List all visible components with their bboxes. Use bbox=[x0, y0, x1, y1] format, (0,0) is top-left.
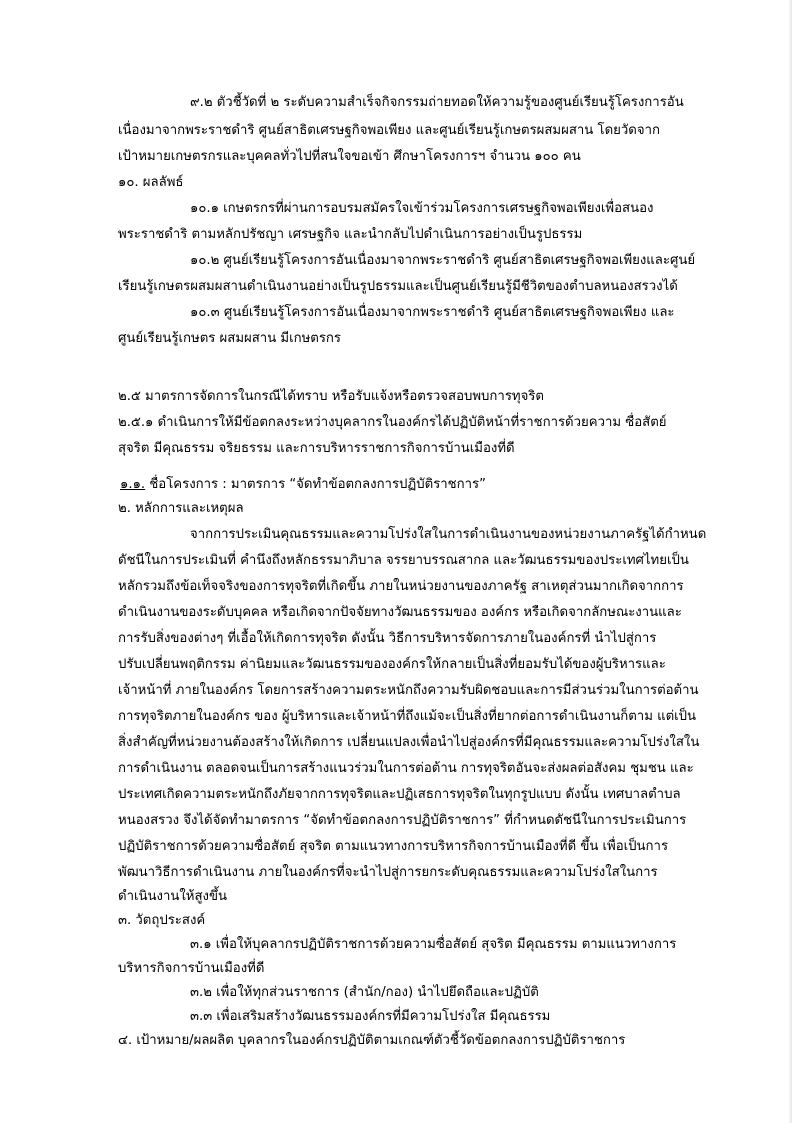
rationale-line: ปรับเปลี่ยนพฤติกรรม ค่านิยมและวัฒนธรรมขององค์กรให้กลายเป็นสิ่งที่ยอมรับได้ของผู้บริหารและ bbox=[118, 657, 666, 672]
outcomes-heading: ๑๐. ผลลัพธ์ bbox=[118, 175, 184, 190]
outcome-10-3-line-2: ศูนย์เรียนรู้เกษตร ผสมผสาน มีเกษตรกร bbox=[118, 331, 342, 346]
page-edge bbox=[788, 0, 792, 1123]
rationale-line: ดำเนินงานให้สูงขึ้น bbox=[118, 889, 228, 904]
targets-line: ๔. เป้าหมาย/ผลผลิต บุคลากรในองค์กรปฏิบัติตามเกณฑ์ตัวชี้วัดข้อตกลงการปฏิบัติราชการ bbox=[118, 1033, 626, 1048]
indicator-9-2-line-3: เป้าหมายเกษตรกรและบุคคลทั่วไปที่สนใจขอเข้า ศึกษาโครงการฯ จำนวน ๑๐๐ คน bbox=[118, 149, 581, 164]
rationale-line: การทุจริตภายในองค์กร ของ ผู้บริหารและเจ้าหน้าที่ถึงแม้จะเป็นสิ่งที่ยากต่อการดำเนินงานก็ตาม แต่เป็น bbox=[118, 709, 697, 724]
rationale-line: ดำเนินงานของระดับบุคคล หรือเกิดจากปัจจัยทางวัฒนธรรมของ องค์กร หรือเกิดจากลักษณะงานและ bbox=[118, 605, 682, 620]
outcome-10-1-line-1: ๑๐.๑ เกษตรกรที่ผ่านการอบรมสมัครใจเข้าร่วมโครงการเศรษฐกิจพอเพียงเพื่อสนอง bbox=[190, 201, 654, 216]
rationale-line: จากการประเมินคุณธรรมและความโปร่งใสในการดำเนินงานของหน่วยงานภาครัฐได้กำหนด bbox=[190, 527, 707, 542]
measure-2-5-1-line-2: สุจริต มีคุณธรรม จริยธรรม และการบริหารราชการกิจการบ้านเมืองที่ดี bbox=[118, 441, 515, 456]
objectives-heading: ๓. วัตถุประสงค์ bbox=[118, 913, 206, 928]
rationale-line: ปฏิบัติราชการด้วยความซื่อสัตย์ สุจริต ตามแนวทางการบริหารกิจการบ้านเมืองที่ดี ขึ้น เพื่อเป็นการ bbox=[118, 839, 669, 854]
objective-3-3: ๓.๓ เพื่อเสริมสร้างวัฒนธรรมองค์กรที่มีความโปร่งใส มีคุณธรรม bbox=[190, 1009, 551, 1024]
rationale-heading: ๒. หลักการและเหตุผล bbox=[118, 501, 244, 516]
measure-2-5-heading: ๒.๕ มาตรการจัดการในกรณีได้ทราบ หรือรับแจ้งหรือตรวจสอบพบการทุจริต bbox=[118, 389, 544, 404]
outcome-10-2-line-1: ๑๐.๒ ศูนย์เรียนรู้โครงการอันเนื่องมาจากพระราชดำริ ศูนย์สาธิตเศรษฐกิจพอเพียงและศูนย์ bbox=[190, 253, 696, 268]
rationale-line: เจ้าหน้าที่ ภายในองค์กร โดยการสร้างความตระหนักถึงความรับผิดชอบและการมีส่วนร่วมในการต่อต้าน bbox=[118, 683, 699, 698]
rationale-line: ประเทศเกิดความตระหนักถึงภัยจากการทุจริตและปฏิเสธการทุจริตในทุกรูปแบบ ดังนั้น เทศบาลตำบล bbox=[118, 787, 681, 802]
objective-3-1-line-2: บริหารกิจการบ้านเมืองที่ดี bbox=[118, 961, 265, 976]
outcome-10-2-line-2: เรียนรู้เกษตรผสมผสานดำเนินงานอย่างเป็นรูปธรรมและเป็นศูนย์เรียนรู้มีชีวิตของตำบลหนองสรวงได้ bbox=[118, 279, 678, 294]
rationale-line: หนองสรวง จึงได้จัดทำมาตรการ “จัดทำข้อตกลงการปฏิบัติราชการ” ที่กำหนดดัชนีในการประเมินการ bbox=[118, 813, 687, 828]
rationale-line: สิ่งสำคัญที่หน่วยงานต้องสร้างให้เกิดการ เปลี่ยนแปลงเพื่อนำไปสู่องค์กรที่มีคุณธรรมและความโปร่งใสใน bbox=[118, 735, 700, 750]
indicator-9-2-line-2: เนื่องมาจากพระราชดำริ ศูนย์สาธิตเศรษฐกิจพอเพียง และศูนย์เรียนรู้เกษตรผสมผสาน โดยวัดจาก bbox=[118, 123, 660, 138]
rationale-line: การรับสิ่งของต่างๆ ที่เอื้อให้เกิดการทุจริต ดังนั้น วิธีการบริหารจัดการภายในองค์กรที่ นำไปสู่การ bbox=[118, 631, 657, 646]
project-number: ๑.๑. bbox=[120, 477, 146, 492]
objective-3-1-line-1: ๓.๑ เพื่อให้บุคลากรปฏิบัติราชการด้วยความซื่อสัตย์ สุจริต มีคุณธรรม ตามแนวทางการ bbox=[190, 937, 677, 952]
measure-2-5-1-line-1: ๒.๕.๑ ดำเนินการให้มีข้อตกลงระหว่างบุคลากรในองค์กรได้ปฏิบัติหน้าที่ราชการด้วยความ ซื่อสัตย์ bbox=[118, 415, 667, 430]
indicator-9-2-line-1: ๙.๒ ตัวชี้วัดที่ ๒ ระดับความสำเร็จกิจกรรมถ่ายทอดให้ความรู้ของศูนย์เรียนรู้โครงการอัน bbox=[190, 95, 684, 110]
project-name-line bbox=[120, 474, 486, 496]
outcome-10-1-line-2: พระราชดำริ ตามหลักปรัชญา เศรษฐกิจ และนำกลับไปดำเนินการอย่างเป็นรูปธรรม bbox=[118, 227, 583, 242]
outcome-10-3-line-1: ๑๐.๓ ศูนย์เรียนรู้โครงการอันเนื่องมาจากพระราชดำริ ศูนย์สาธิตเศรษฐกิจพอเพียง และ bbox=[190, 305, 675, 320]
rationale-line: หลักรวมถึงข้อเท็จจริงของการทุจริตที่เกิดขึ้น ภายในหน่วยงานของภาครัฐ สาเหตุส่วนมากเกิดจากการ bbox=[118, 579, 684, 594]
rationale-line: ดัชนีในการประเมินที่ คำนึงถึงหลักธรรมาภิบาล จรรยาบรรณสากล และวัฒนธรรมของประเทศไทยเป็น bbox=[118, 553, 689, 568]
objective-3-2: ๓.๒ เพื่อให้ทุกส่วนราชการ (สำนัก/กอง) นำไปยึดถือและปฏิบัติ bbox=[190, 985, 539, 1000]
rationale-line: การดำเนินงาน ตลอดจนเป็นการสร้างแนวร่วมในการต่อต้าน การทุจริตอันจะส่งผลต่อสังคม ชุมชน และ bbox=[118, 761, 694, 776]
project-name-text: ชื่อโครงการ : มาตรการ “จัดทำข้อตกลงการปฏิบัติราชการ” bbox=[145, 477, 486, 492]
rationale-line: พัฒนาวิธีการดำเนินงาน ภายในองค์กรที่จะนำไปสู่การยกระดับคุณธรรมและความโปร่งใสในการ bbox=[118, 865, 658, 880]
